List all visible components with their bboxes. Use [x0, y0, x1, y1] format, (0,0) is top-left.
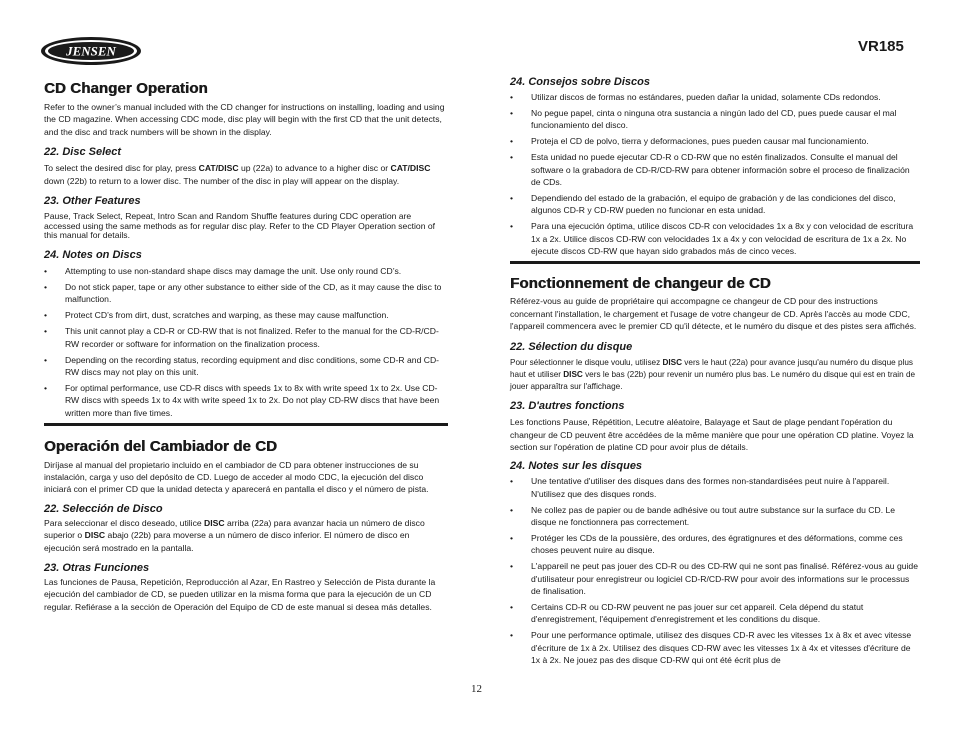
otras-funciones-text: Las funciones de Pausa, Repetición, Reproducción al Azar, En Rastreo y Selección de Pista durante la ejecución del cambiador de CD, se pueden utilizar en la misma forma que para la ejecución de un CD regular. Refiérase a la sección de Operación del Equipo de CD de este manual si desea más detalles.	[44, 577, 436, 612]
otras-funciones-heading: 23. Otras Funciones	[44, 562, 150, 575]
list-item: • Certains CD-R ou CD-RW peuvent ne pas jouer sur cet appareil. Cela dépend du statut d'enregistrement, l'équipement d'enregistrement et les conditions du disque.	[510, 601, 920, 626]
list-item: • For optimal performance, use CD-R discs with speeds 1x to 8x with write speed 1x to 2x. Use CD-RW discs with speeds 1x to 4x with write speed 1x to 2x. Do not play CD-RW discs that have been written more than five times.	[44, 382, 448, 419]
list-item: • Esta unidad no puede ejecutar CD-R o CD-RW que no estén finalizados. Consulte el manual del software o la grabadora de CD-R/CD-RW para obtener información sobre el proceso de finalización de CDs.	[510, 151, 920, 188]
seleccion-disco-heading: 22. Selección de Disco	[44, 502, 163, 515]
right-column	[510, 74, 920, 670]
list-item: • Une tentative d'utiliser des disques dans des formes non-standardisées peut nuire à l'appareil. N'utilisez que des disques ronds.	[510, 475, 920, 500]
section-divider	[44, 423, 448, 426]
list-item: • Dependiendo del estado de la grabación, el equipo de grabación y de las condiciones del disco, algunos CD-R y CD-RW pueden no funcionar en esta unidad.	[510, 192, 920, 217]
list-item: • Utilizar discos de formas no estándares, pueden dañar la unidad, solamente CDs redondos.	[510, 91, 920, 103]
selection-disque-heading: 22. Sélection du disque	[510, 340, 633, 353]
notes-on-discs-heading: 24. Notes on Discs	[44, 249, 142, 262]
selection-disque-text: Pour sélectionner le disque voulu, utilisez DISC vers le haut (22a) pour avance jusqu'au numéro du disque plus haut et utiliser DISC vers le bas (22b) pour revenir un numéro plus bas. Le numéro du disque qui est en train de jouer apparaîtra sur l'affichage.	[510, 357, 916, 391]
section-title-operacion: Operación del Cambiador de CD	[44, 437, 277, 455]
model-number: VR185	[858, 38, 904, 55]
consejos-discos-list	[510, 91, 920, 257]
autres-fonctions-heading: 23. D'autres fonctions	[510, 400, 625, 413]
disc-select-heading: 22. Disc Select	[44, 146, 122, 159]
list-item: • Protect CD’s from dirt, dust, scratches and warping, as these may cause malfunction.	[44, 309, 448, 321]
list-item: • This unit cannot play a CD-R or CD-RW that is not finalized. Refer to the manual for the CD-R/CD-RW recorder or software for information on the finalization process.	[44, 325, 448, 350]
list-item: • Attempting to use non-standard shape discs may damage the unit. Use only round CD’s.	[44, 265, 448, 277]
list-item: • No pegue papel, cinta o ninguna otra sustancia a ningún lado del CD, pues puede causar el mal funcionamiento del disco.	[510, 107, 920, 132]
notes-on-discs-list	[44, 265, 448, 419]
other-features-heading: 23. Other Features	[44, 195, 141, 208]
disc-select-text: To select the desired disc for play, press CAT/DISC up (22a) to advance to a higher disc or CAT/DISC down (22b) to return to a lower disc. The number of the disc in play will appear on the display.	[44, 163, 431, 186]
operacion-intro: Diríjase al manual del propietario incluido en el cambiador de CD para obtener instrucciones de su instalación, carga y uso del depósito de CD. Luego de acceder al modo CDC, la ejecución del disco iniciará con el primer CD que la unidad detecta y aparecerá en pantalla el disco y el número de pista.	[44, 459, 429, 495]
other-features-text: Pause, Track Select, Repeat, Intro Scan and Random Shuffle features during CDC operation are accessed using the same methods as for regular disc play. Refer to the CD Player Operation section of this manual for details.	[44, 211, 436, 241]
list-item: • Do not stick paper, tape or any other substance to either side of the CD, as it may cause the disc to malfunction.	[44, 281, 448, 306]
list-item: • L'appareil ne peut pas jouer des CD-R ou des CD-RW qui ne sont pas finalisé. Référez-vous au guide d'utilisateur pour enregistreur ou logiciel CD-R/CD-RW pour avoir des informations sur le processus de finalisation.	[510, 560, 920, 597]
list-item: • Depending on the recording status, recording equipment and disc conditions, some CD-R and CD-RW discs may not play on this unit.	[44, 354, 448, 379]
list-item: • Proteja el CD de polvo, tierra y deformaciones, pues pueden causar mal funcionamiento.	[510, 135, 920, 147]
seleccion-disco-text: Para seleccionar el disco deseado, utilice DISC arriba (22a) para avanzar hacia un número de disco superior o DISC abajo (22b) para moverse a un número de disco inferior. El número de disco en ejecución será mostrado en la pantalla.	[44, 517, 425, 553]
list-item: • Ne collez pas de papier ou de bande adhésive ou tout autre substance sur la surface du CD. Le disque ne fonctionnera pas correctement.	[510, 504, 920, 529]
cd-changer-intro: Refer to the owner’s manual included with the CD changer for instructions on installing, loading and using the CD magazine. When accessing CDC mode, disc play will begin with the first CD that the unit detects, and the disc and track numbers will be shown in the display.	[44, 102, 445, 137]
list-item: • Pour une performance optimale, utilisez des disques CD-R avec les vitesses 1x à 8x et avec vitesse d'écriture de 1x à 2x. Utilisez des disques CD-RW avec les vitesses 1x à 4x et vitesses d'écriture de 1x à 2x. Ne jouez pas des disque CD-RW qui ont été écrit plus de	[510, 629, 920, 666]
list-item: • Para una ejecución óptima, utilice discos CD-R con velocidades 1x a 8x y con velocidad de escritura 1x a 2x. Utilice discos CD-RW con velocidades 1x a 4x y con velocidad de escritura de 1x a 2x. No ejecute discos CD-RW que hayan sido grabados más de cinco veces.	[510, 220, 920, 257]
section-divider	[510, 261, 920, 264]
notes-disques-heading: 24. Notes sur les disques	[510, 460, 643, 473]
fonctionnement-intro: Référez-vous au guide de propriétaire qui accompagne ce changeur de CD pour des instructions concernant l'installation, le chargement et l'usage de votre changeur de CD. Après l'accès au mode CDC, l'appareil commencera avec le premier CD qu'il détecte, et le numéro du disque et des pistes sera affichés.	[510, 296, 917, 332]
section-title-cd-changer: CD Changer Operation	[44, 80, 208, 97]
notes-disques-list	[510, 475, 920, 666]
svg-text:JENSEN: JENSEN	[66, 43, 116, 59]
left-column	[44, 74, 448, 613]
jensen-logo	[40, 36, 142, 66]
section-title-fonctionnement: Fonctionnement de changeur de CD	[510, 275, 771, 293]
list-item: • Protéger les CDs de la poussière, des ordures, des égratignures et des déformations, comme ces choses peuvent nuire au disque.	[510, 532, 920, 557]
consejos-discos-heading: 24. Consejos sobre Discos	[510, 76, 650, 88]
autres-fonctions-text: Les fonctions Pause, Répétition, Lecutre aléatoire, Balayage et Saut de plage pendant l'opération du changeur de CD peuvent être accédées de la même manière que pour une opération CD platine. Voyez la section sur l'opération de platine CD pour avoir plus de détails.	[510, 417, 914, 453]
page-number: 12	[471, 683, 482, 695]
